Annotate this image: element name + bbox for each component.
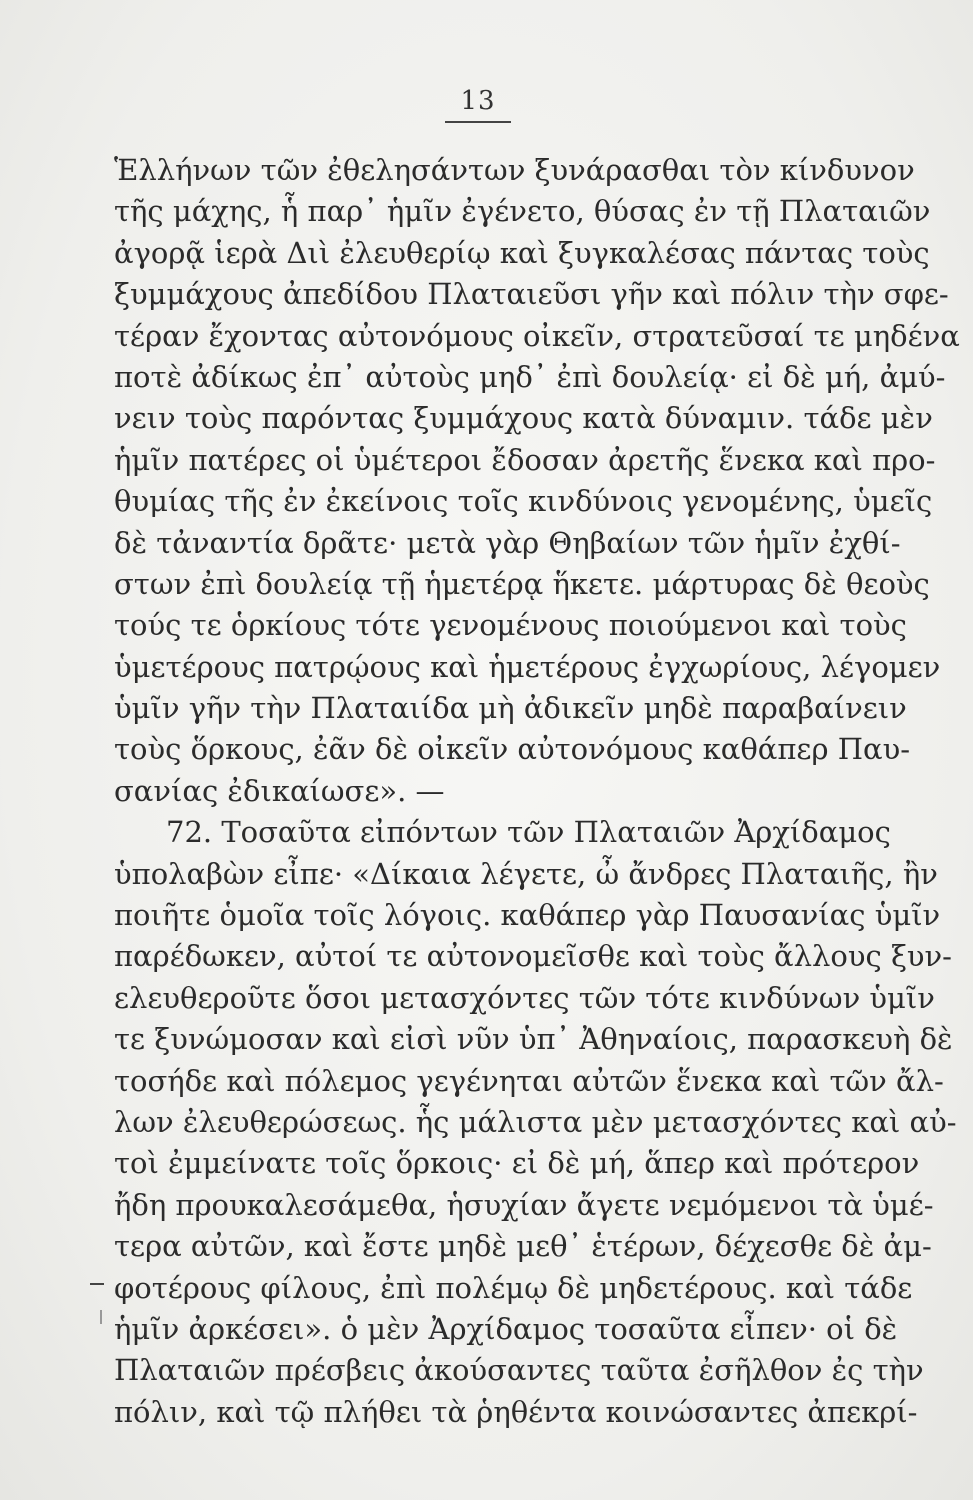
- text-line: δὲ τἀναντία δρᾶτε· μετὰ γὰρ Θηβαίων τῶν ἡμῖν ἐχθί-: [114, 525, 901, 560]
- margin-dash-mark: [90, 1283, 104, 1285]
- text-line: φοτέρους φίλους, ἐπὶ πολέμῳ δὲ μηδετέρους. καὶ τάδε: [114, 1270, 913, 1305]
- text-line: νειν τοὺς παρόντας ξυμμάχους κατὰ δύναμιν. τάδε μὲν: [114, 401, 933, 436]
- section-72-first-line: 72. Τοσαῦτα εἰπόντων τῶν Πλαταιῶν Ἀρχίδαμος: [166, 815, 891, 850]
- text-line: ποιῆτε ὁμοῖα τοῖς λόγοις. καθάπερ γὰρ Παυσανίας ὑμῖν: [114, 898, 941, 933]
- text-line: στων ἐπὶ δουλείᾳ τῇ ἡμετέρᾳ ἥκετε. μάρτυρας δὲ θεοὺς: [114, 566, 930, 601]
- text-line: ξυμμάχους ἀπεδίδου Πλαταιεῦσι γῆν καὶ πόλιν τὴν σφε-: [114, 277, 949, 312]
- text-line: θυμίας τῆς ἐν ἐκείνοις τοῖς κινδύνοις γενομένης, ὑμεῖς: [114, 484, 933, 519]
- text-line: τοὺς ὅρκους, ἐᾶν δὲ οἰκεῖν αὐτονόμους καθάπερ Παυ-: [114, 732, 911, 767]
- text-line: τέραν ἔχοντας αὐτονόμους οἰκεῖν, στρατεῦσαί τε μηδένα: [114, 318, 960, 353]
- text-line: ελευθεροῦτε ὅσοι μετασχόντες τῶν τότε κινδύνων ὑμῖν: [114, 980, 935, 1015]
- page-number: 13: [460, 86, 496, 116]
- body-text: [114, 150, 960, 1433]
- text-line: τοσήδε καὶ πόλεμος γεγένηται αὐτῶν ἕνεκα καὶ τῶν ἄλ-: [114, 1063, 944, 1098]
- text-line: ὑπολαβὼν εἶπε· «Δίκαια λέγετε, ὦ ἄνδρες Πλαταιῆς, ἢν: [114, 856, 938, 891]
- margin-tick-mark: [100, 1310, 102, 1324]
- text-line: παρέδωκεν, αὐτοί τε αὐτονομεῖσθε καὶ τοὺς ἄλλους ξυν-: [114, 939, 952, 974]
- text-line: τοὶ ἐμμείνατε τοῖς ὅρκοις· εἰ δὲ μή, ἅπερ καὶ πρότερον: [114, 1146, 920, 1181]
- text-line: τῆς μάχης, ἧ παρ᾽ ἡμῖν ἐγένετο, θύσας ἐν τῇ Πλαταιῶν: [114, 194, 931, 229]
- text-line: ἡμῖν πατέρες οἱ ὑμέτεροι ἔδοσαν ἀρετῆς ἕνεκα καὶ προ-: [114, 442, 936, 477]
- text-line: πόλιν, καὶ τῷ πλήθει τὰ ῥηθέντα κοινώσαντες ἀπεκρί-: [114, 1394, 918, 1429]
- text-line: ποτὲ ἀδίκως ἐπ᾽ αὐτοὺς μηδ᾽ ἐπὶ δουλείᾳ· εἰ δὲ μή, ἀμύ-: [114, 359, 946, 394]
- text-line: ἡμῖν ἀρκέσει». ὁ μὲν Ἀρχίδαμος τοσαῦτα εἶπεν· οἱ δὲ: [114, 1311, 898, 1346]
- text-line: ὑμῖν γῆν τὴν Πλαταιίδα μὴ ἀδικεῖν μηδὲ παραβαίνειν: [114, 691, 907, 726]
- text-line: Ἑλλήνων τῶν ἐθελησάντων ξυνάρασθαι τὸν κίνδυνον: [114, 153, 915, 187]
- page-number-underline: [445, 121, 511, 123]
- text-line: τερα αὐτῶν, καὶ ἔστε μηδὲ μεθ᾽ ἑτέρων, δέχεσθε δὲ ἀμ-: [114, 1229, 932, 1264]
- text-line: Πλαταιῶν πρέσβεις ἀκούσαντες ταῦτα ἐσῆλθον ἐς τὴν: [114, 1353, 924, 1388]
- text-line: σανίας ἐδικαίωσε». —: [114, 773, 445, 808]
- text-line: τούς τε ὁρκίους τότε γενομένους ποιούμενοι καὶ τοὺς: [114, 608, 907, 643]
- text-line: λων ἐλευθερώσεως. ἧς μάλιστα μὲν μετασχόντες καὶ αὐ-: [114, 1104, 957, 1139]
- text-line: ἤδη προυκαλεσάμεθα, ἡσυχίαν ἄγετε νεμόμενοι τὰ ὑμέ-: [114, 1187, 934, 1222]
- text-line: ἀγορᾷ ἱερὰ Διὶ ἐλευθερίῳ καὶ ξυγκαλέσας πάντας τοὺς: [114, 235, 930, 270]
- text-line: τε ξυνώμοσαν καὶ εἰσὶ νῦν ὑπ᾽ Ἀθηναίοις, παρασκευὴ δὲ: [114, 1022, 953, 1057]
- text-line: ὑμετέρους πατρῴους καὶ ἡμετέρους ἐγχωρίους, λέγομεν: [114, 649, 941, 684]
